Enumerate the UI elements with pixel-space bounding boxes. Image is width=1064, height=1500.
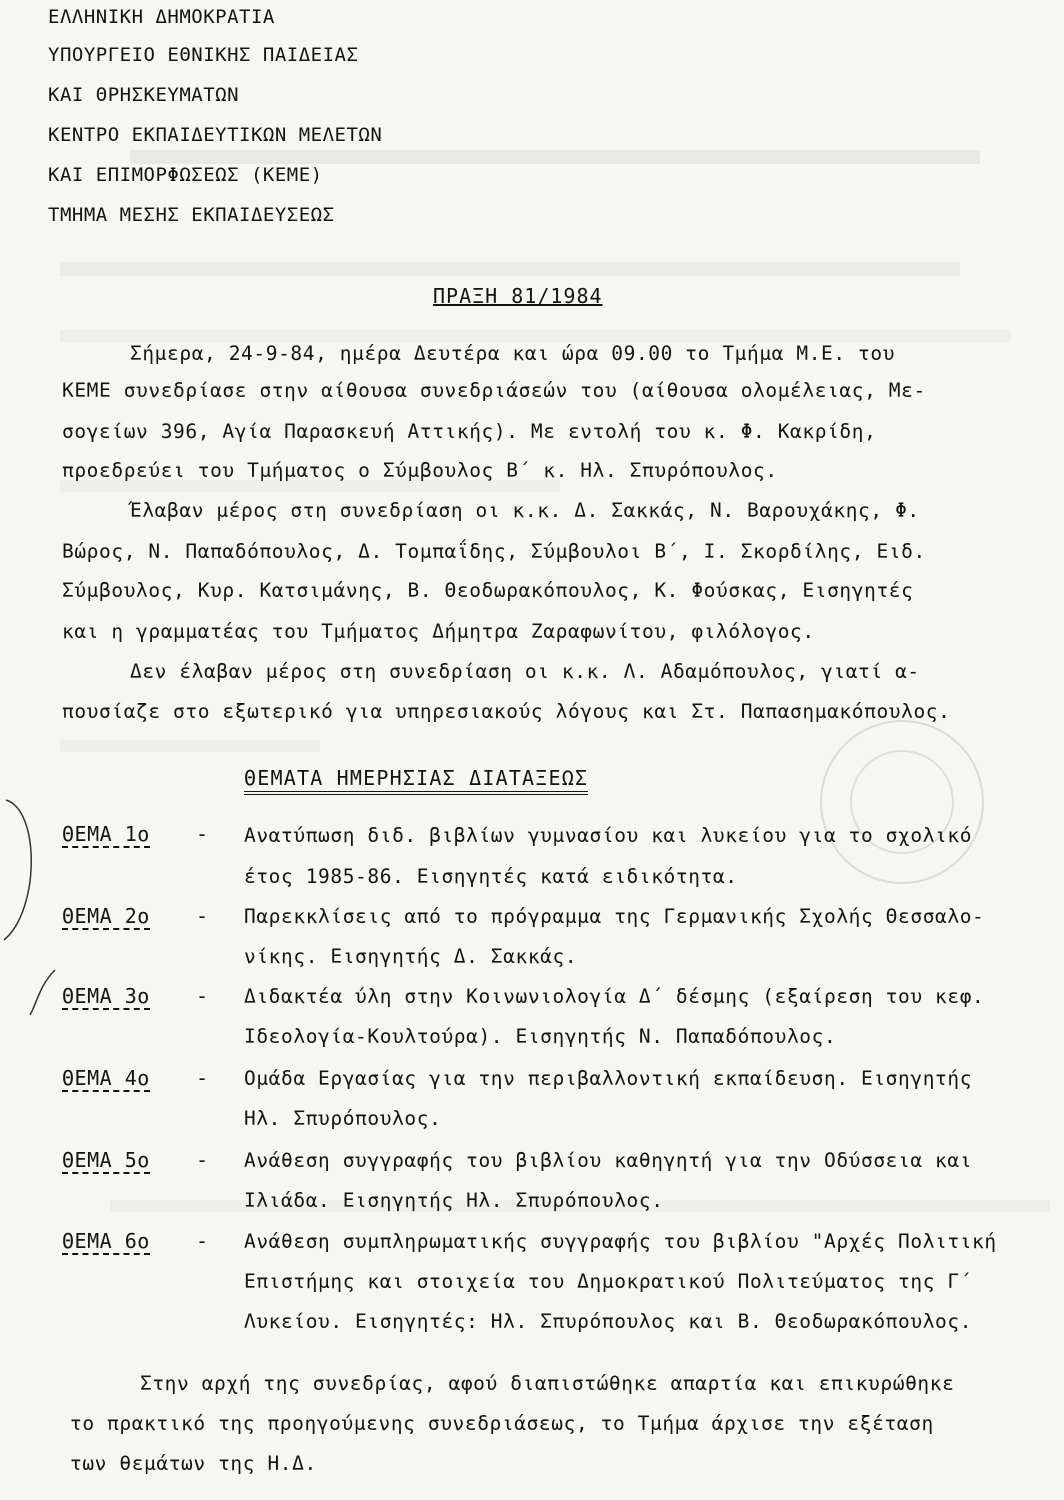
header-line: ΚΑΙ ΘΡΗΣΚΕΥΜΑΤΩΝ	[48, 84, 240, 106]
body-line: Σύμβουλος, Κυρ. Κατσιμάνης, Β. Θεοδωρακόπουλος, Κ. Φούσκας, Εισηγητές	[62, 579, 914, 602]
topic-label: ΘΕΜΑ 4ο	[62, 1066, 150, 1090]
topic-dash: -	[196, 1066, 209, 1090]
topic-text: Επιστήμης και στοιχεία του Δημοκρατικού Πολιτεύματος της Γ΄	[244, 1270, 973, 1293]
topic-text: έτος 1985-86. Εισηγητές κατά ειδικότητα.	[244, 865, 738, 888]
topic-dash: -	[196, 1148, 209, 1172]
body-line: προεδρεύει του Τμήματος ο Σύμβουλος Β΄ κ. Ηλ. Σπυρόπουλος.	[62, 459, 778, 482]
topic-dash: -	[196, 904, 209, 928]
header-line: ΚΑΙ ΕΠΙΜΟΡΦΩΣΕΩΣ (ΚΕΜΕ)	[48, 164, 323, 186]
topic-label: ΘΕΜΑ 6ο	[62, 1229, 150, 1253]
closing-line: το πρακτικό της προηγούμενης συνεδριάσεως, το Τμήμα άρχισε την εξέταση	[70, 1412, 934, 1435]
topic-text: Ιδεολογία-Κουλτούρα). Εισηγητής Ν. Παπαδόπουλος.	[244, 1025, 837, 1048]
topic-text: Ανατύπωση διδ. βιβλίων γυμνασίου και λυκείου για το σχολικό	[244, 824, 973, 847]
body-line: σογείων 396, Αγία Παρασκευή Αττικής). Με εντολή του κ. Φ. Κακρίδη,	[62, 420, 877, 443]
topic-text: Ομάδα Εργασίας για την περιβαλλοντική εκπαίδευση. Εισηγητής	[244, 1067, 973, 1090]
body-line: Βώρος, Ν. Παπαδόπουλος, Δ. Τομπαΐδης, Σύμβουλοι Β΄, Ι. Σκορδίλης, Ειδ.	[62, 540, 926, 563]
margin-pencil-mark-icon	[0, 790, 60, 1050]
body-line: ΚΕΜΕ συνεδρίασε στην αίθουσα συνεδριάσεών του (αίθουσα ολομέλειας, Με-	[62, 379, 926, 402]
closing-line: Στην αρχή της συνεδρίας, αφού διαπιστώθηκε απαρτία και επικυρώθηκε	[140, 1372, 955, 1395]
body-line: Δεν έλαβαν μέρος στη συνεδρίαση οι κ.κ. Λ. Αδαμόπουλος, γιατί α-	[130, 660, 920, 683]
topic-text: νίκης. Εισηγητής Δ. Σακκάς.	[244, 945, 578, 968]
agenda-title: ΘΕΜΑΤΑ ΗΜΕΡΗΣΙΑΣ ΔΙΑΤΑΞΕΩΣ	[244, 766, 588, 795]
topic-text: Ανάθεση συμπληρωματικής συγγραφής του βιβλίου "Αρχές Πολιτική	[244, 1230, 997, 1253]
topic-dash: -	[196, 822, 209, 846]
topic-dash: -	[196, 984, 209, 1008]
topic-text: Διδακτέα ύλη στην Κοινωνιολογία Δ΄ δέσμης (εξαίρεση του κεφ.	[244, 985, 985, 1008]
official-stamp	[820, 720, 984, 884]
body-line: Έλαβαν μέρος στη συνεδρίαση οι κ.κ. Δ. Σακκάς, Ν. Βαρουχάκης, Φ.	[130, 499, 920, 522]
topic-text: Ανάθεση συγγραφής του βιβλίου καθηγητή για την Οδύσσεια και	[244, 1149, 973, 1172]
act-title: ΠΡΑΞΗ 81/1984	[433, 284, 603, 308]
body-line: Σήμερα, 24-9-84, ημέρα Δευτέρα και ώρα 09.00 το Τμήμα Μ.Ε. του	[130, 342, 896, 365]
header-line: ΕΛΛΗΝΙΚΗ ΔΗΜΟΚΡΑΤΙΑ	[48, 6, 275, 28]
topic-text: Ιλιάδα. Εισηγητής Ηλ. Σπυρόπουλος.	[244, 1189, 664, 1212]
topic-label: ΘΕΜΑ 1ο	[62, 822, 150, 846]
header-line: ΥΠΟΥΡΓΕΙΟ ΕΘΝΙΚΗΣ ΠΑΙΔΕΙΑΣ	[48, 44, 359, 66]
body-line: και η γραμματέας του Τμήματος Δήμητρα Ζαραφωνίτου, φιλόλογος.	[62, 620, 815, 643]
closing-line: των θεμάτων της Η.Δ.	[70, 1452, 317, 1475]
topic-dash: -	[196, 1229, 209, 1253]
topic-text: Λυκείου. Εισηγητές: Ηλ. Σπυρόπουλος και Β. Θεοδωρακόπουλος.	[244, 1310, 973, 1333]
body-line: πουσίαζε στο εξωτερικό για υπηρεσιακούς λόγους και Στ. Παπασημακόπουλος.	[62, 700, 951, 723]
header-line: ΤΜΗΜΑ ΜΕΣΗΣ ΕΚΠΑΙΔΕΥΣΕΩΣ	[48, 204, 335, 226]
topic-label: ΘΕΜΑ 2ο	[62, 904, 150, 928]
topic-text: Παρεκκλίσεις από το πρόγραμμα της Γερμανικής Σχολής Θεσσαλο-	[244, 905, 985, 928]
header-line: ΚΕΝΤΡΟ ΕΚΠΑΙΔΕΥΤΙΚΩΝ ΜΕΛΕΤΩΝ	[48, 124, 383, 146]
topic-label: ΘΕΜΑ 3ο	[62, 984, 150, 1008]
topic-text: Ηλ. Σπυρόπουλος.	[244, 1107, 442, 1130]
topic-label: ΘΕΜΑ 5ο	[62, 1148, 150, 1172]
